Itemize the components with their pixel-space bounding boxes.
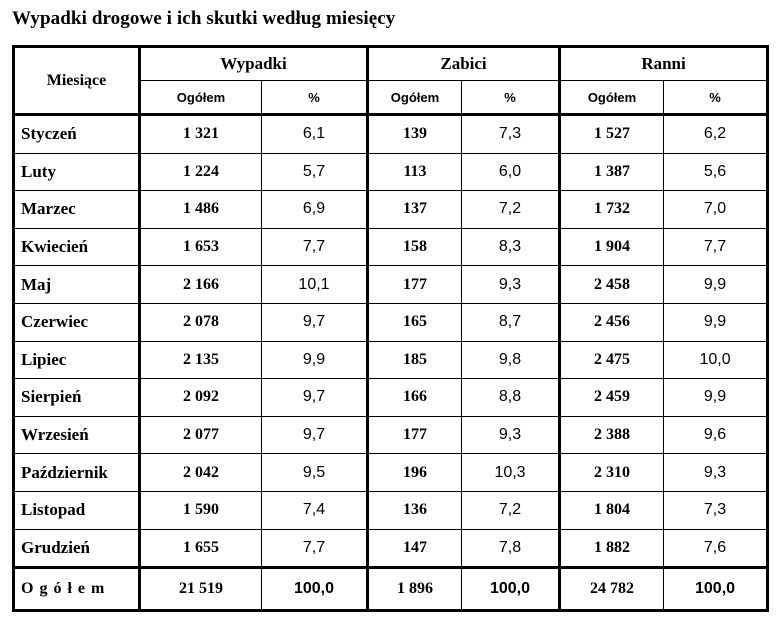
table-row — [14, 153, 768, 191]
ranni-total-cell: 2 458 — [560, 266, 664, 304]
wypadki-pct-cell: 5,7 — [262, 153, 368, 191]
ranni-total-cell: 2 456 — [560, 303, 664, 341]
ranni-pct-cell: 7,6 — [664, 529, 768, 568]
header-month: Miesiące — [14, 47, 140, 115]
wypadki-total-cell: 1 653 — [140, 228, 262, 266]
header-group-zabici: Zabici — [368, 47, 560, 81]
wypadki-total-cell: 2 092 — [140, 379, 262, 417]
ranni-pct-cell: 9,9 — [664, 266, 768, 304]
month-cell: Marzec — [14, 191, 140, 229]
ranni-total-cell: 2 459 — [560, 379, 664, 417]
table-row — [14, 454, 768, 492]
wypadki-total-cell: 2 135 — [140, 341, 262, 379]
zabici-total-cell: 136 — [368, 491, 462, 529]
ranni-pct-cell: 7,0 — [664, 191, 768, 229]
table-row — [14, 379, 768, 417]
summary-label: Ogółem — [14, 568, 140, 611]
ranni-total-cell: 1 387 — [560, 153, 664, 191]
ranni-pct-cell: 7,7 — [664, 228, 768, 266]
table-row — [14, 416, 768, 454]
ranni-total-cell: 2 310 — [560, 454, 664, 492]
wypadki-total-cell: 2 166 — [140, 266, 262, 304]
wypadki-total-cell: 2 042 — [140, 454, 262, 492]
ranni-total-cell: 1 804 — [560, 491, 664, 529]
zabici-pct-cell: 6,0 — [462, 153, 560, 191]
ranni-total-cell: 1 904 — [560, 228, 664, 266]
wypadki-pct-cell: 7,7 — [262, 529, 368, 568]
ranni-pct-cell: 10,0 — [664, 341, 768, 379]
zabici-total-cell: 166 — [368, 379, 462, 417]
wypadki-total-cell: 2 077 — [140, 416, 262, 454]
wypadki-pct-cell: 9,9 — [262, 341, 368, 379]
table-row — [14, 266, 768, 304]
zabici-pct-cell: 7,8 — [462, 529, 560, 568]
wypadki-pct-cell: 6,9 — [262, 191, 368, 229]
header-sub-pct: % — [262, 81, 368, 115]
ranni-pct-cell: 9,9 — [664, 303, 768, 341]
header-group-wypadki: Wypadki — [140, 47, 368, 81]
page-title: Wypadki drogowe i ich skutki według miesięcy — [12, 8, 396, 29]
month-cell: Maj — [14, 266, 140, 304]
zabici-pct-cell: 7,2 — [462, 491, 560, 529]
zabici-pct-cell: 9,3 — [462, 266, 560, 304]
summary-zabici-total: 1 896 — [368, 568, 462, 611]
wypadki-pct-cell: 7,7 — [262, 228, 368, 266]
wypadki-pct-cell: 7,4 — [262, 491, 368, 529]
month-cell: Lipiec — [14, 341, 140, 379]
wypadki-total-cell: 1 224 — [140, 153, 262, 191]
month-cell: Czerwiec — [14, 303, 140, 341]
zabici-pct-cell: 8,3 — [462, 228, 560, 266]
table-row — [14, 115, 768, 154]
header-sub-pct: % — [664, 81, 768, 115]
ranni-pct-cell: 9,3 — [664, 454, 768, 492]
zabici-total-cell: 165 — [368, 303, 462, 341]
month-cell: Wrzesień — [14, 416, 140, 454]
zabici-total-cell: 139 — [368, 115, 462, 154]
wypadki-total-cell: 1 486 — [140, 191, 262, 229]
zabici-pct-cell: 8,8 — [462, 379, 560, 417]
header-sub-total: Ogółem — [560, 81, 664, 115]
month-cell: Sierpień — [14, 379, 140, 417]
summary-wypadki-pct: 100,0 — [262, 568, 368, 611]
ranni-pct-cell: 5,6 — [664, 153, 768, 191]
accidents-table — [12, 45, 769, 612]
wypadki-total-cell: 1 590 — [140, 491, 262, 529]
zabici-total-cell: 137 — [368, 191, 462, 229]
wypadki-pct-cell: 9,5 — [262, 454, 368, 492]
table-row — [14, 303, 768, 341]
ranni-total-cell: 1 882 — [560, 529, 664, 568]
ranni-total-cell: 1 527 — [560, 115, 664, 154]
zabici-pct-cell: 10,3 — [462, 454, 560, 492]
zabici-total-cell: 158 — [368, 228, 462, 266]
zabici-total-cell: 196 — [368, 454, 462, 492]
zabici-pct-cell: 7,3 — [462, 115, 560, 154]
zabici-pct-cell: 9,3 — [462, 416, 560, 454]
ranni-pct-cell: 6,2 — [664, 115, 768, 154]
wypadki-total-cell: 1 655 — [140, 529, 262, 568]
header-sub-total: Ogółem — [140, 81, 262, 115]
zabici-total-cell: 177 — [368, 266, 462, 304]
month-cell: Kwiecień — [14, 228, 140, 266]
ranni-total-cell: 2 475 — [560, 341, 664, 379]
table-row — [14, 529, 768, 568]
summary-wypadki-total: 21 519 — [140, 568, 262, 611]
month-cell: Luty — [14, 153, 140, 191]
month-cell: Październik — [14, 454, 140, 492]
ranni-pct-cell: 9,6 — [664, 416, 768, 454]
header-sub-pct: % — [462, 81, 560, 115]
wypadki-pct-cell: 10,1 — [262, 266, 368, 304]
wypadki-pct-cell: 9,7 — [262, 303, 368, 341]
zabici-total-cell: 185 — [368, 341, 462, 379]
summary-ranni-total: 24 782 — [560, 568, 664, 611]
month-cell: Listopad — [14, 491, 140, 529]
table-row — [14, 341, 768, 379]
ranni-total-cell: 1 732 — [560, 191, 664, 229]
ranni-pct-cell: 9,9 — [664, 379, 768, 417]
zabici-total-cell: 113 — [368, 153, 462, 191]
zabici-total-cell: 147 — [368, 529, 462, 568]
summary-ranni-pct: 100,0 — [664, 568, 768, 611]
month-cell: Grudzień — [14, 529, 140, 568]
header-sub-total: Ogółem — [368, 81, 462, 115]
zabici-pct-cell: 8,7 — [462, 303, 560, 341]
table-row — [14, 491, 768, 529]
zabici-pct-cell: 7,2 — [462, 191, 560, 229]
table-row — [14, 228, 768, 266]
ranni-total-cell: 2 388 — [560, 416, 664, 454]
zabici-total-cell: 177 — [368, 416, 462, 454]
wypadki-pct-cell: 6,1 — [262, 115, 368, 154]
month-cell: Styczeń — [14, 115, 140, 154]
zabici-pct-cell: 9,8 — [462, 341, 560, 379]
wypadki-total-cell: 2 078 — [140, 303, 262, 341]
wypadki-pct-cell: 9,7 — [262, 416, 368, 454]
wypadki-pct-cell: 9,7 — [262, 379, 368, 417]
summary-zabici-pct: 100,0 — [462, 568, 560, 611]
wypadki-total-cell: 1 321 — [140, 115, 262, 154]
table-row — [14, 191, 768, 229]
header-group-ranni: Ranni — [560, 47, 768, 81]
ranni-pct-cell: 7,3 — [664, 491, 768, 529]
